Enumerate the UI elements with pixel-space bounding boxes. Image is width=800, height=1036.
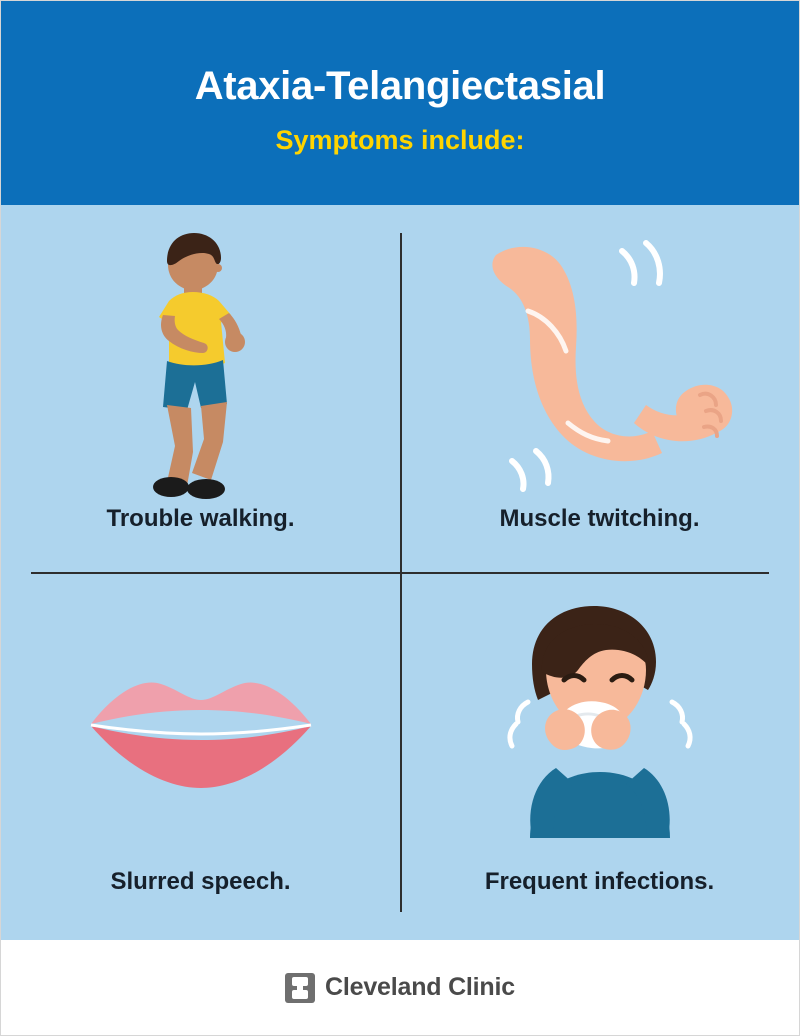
lips-icon [1, 587, 400, 868]
symptom-cell-muscle-twitching [400, 205, 799, 577]
symptom-cell-trouble-walking [1, 205, 400, 577]
symptoms-grid [1, 205, 799, 940]
symptom-caption: Trouble walking. [106, 505, 295, 532]
poster-header [1, 1, 799, 205]
poster-footer [1, 940, 799, 1035]
symptom-caption: Muscle twitching. [499, 505, 700, 532]
symptom-cell-slurred-speech [1, 577, 400, 940]
flexing-arm-icon [400, 215, 799, 505]
sneezing-person-icon [400, 587, 799, 868]
page-title: Ataxia-Telangiectasial [194, 64, 606, 108]
symptom-caption: Frequent infections. [484, 868, 715, 895]
symptom-caption: Slurred speech. [110, 868, 291, 895]
walking-person-icon [1, 215, 400, 505]
cleveland-clinic-logo-icon [285, 973, 315, 1003]
footer-wordmark: Cleveland Clinic [325, 973, 515, 1001]
page-subtitle: Symptoms include: [275, 125, 525, 155]
symptom-cell-frequent-infections [400, 577, 799, 940]
